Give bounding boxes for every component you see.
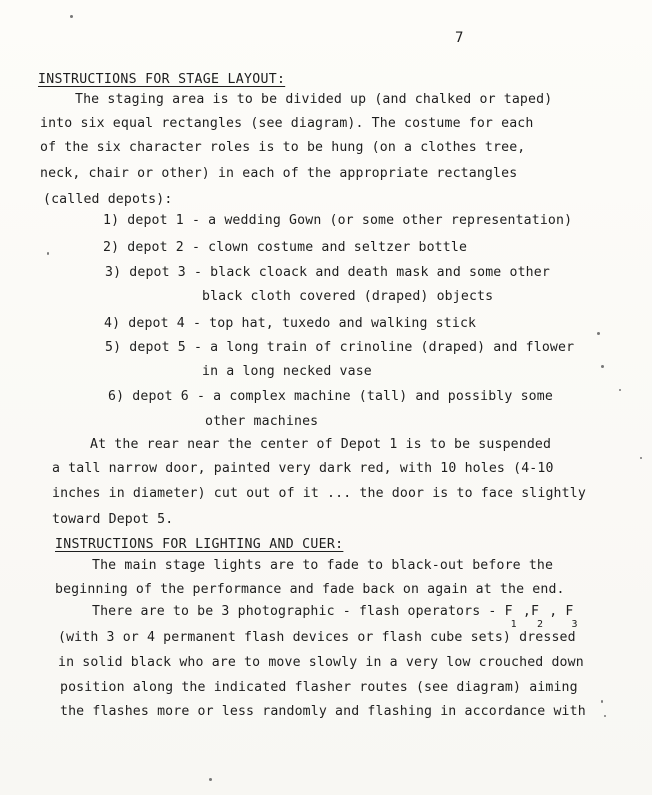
paper-speck — [604, 715, 606, 717]
flash-para-line-5: the flashes more or less randomly and flashing in accordance with — [60, 704, 586, 719]
paper-speck — [70, 15, 73, 18]
paper-speck — [640, 457, 642, 459]
paper-speck — [601, 700, 603, 703]
paper-speck — [597, 332, 600, 335]
stage-para-line-1: The staging area is to be divided up (and chalked or taped) — [75, 92, 553, 107]
flash-operator-1: F — [504, 604, 513, 619]
door-para-line-2: a tall narrow door, painted very dark red, with 10 holes (4-10 — [52, 461, 554, 476]
flash-operator-2-sub: 2 — [537, 619, 544, 630]
lights-para-line-2: beginning of the performance and fade back on again at the end. — [55, 582, 565, 597]
heading-lighting-cuer: INSTRUCTIONS FOR LIGHTING AND CUER: — [55, 537, 344, 552]
depot-item-3-continued: black cloth covered (draped) objects — [202, 289, 494, 304]
door-para-line-4: toward Depot 5. — [52, 512, 174, 527]
depot-item-2: 2) depot 2 - clown costume and seltzer bottle — [103, 240, 468, 255]
stage-para-line-3: of the six character roles is to be hung (on a clothes tree, — [40, 140, 526, 155]
stage-para-line-2: into six equal rectangles (see diagram). The costume for each — [40, 116, 534, 131]
depot-item-6: 6) depot 6 - a complex machine (tall) and possibly some — [108, 389, 553, 404]
paper-speck — [601, 365, 604, 368]
depot-item-4: 4) depot 4 - top hat, tuxedo and walking stick — [104, 316, 477, 331]
depot-item-3: 3) depot 3 - black cloack and death mask and some other — [105, 265, 550, 280]
paper-speck — [209, 778, 212, 781]
flash-operator-3-sub: 3 — [571, 619, 578, 630]
stage-para-line-4: neck, chair or other) in each of the appropriate rectangles — [40, 166, 518, 181]
depot-item-5-continued: in a long necked vase — [202, 364, 372, 379]
door-para-line-1: At the rear near the center of Depot 1 is to be suspended — [90, 437, 552, 452]
flash-operator-1-sub: 1 — [510, 619, 517, 630]
depot-item-1: 1) depot 1 - a wedding Gown (or some other representation) — [103, 213, 573, 228]
paper-speck — [47, 252, 49, 255]
depot-item-5: 5) depot 5 - a long train of crinoline (draped) and flower — [105, 340, 575, 355]
flash-para-line-4: position along the indicated flasher routes (see diagram) aiming — [60, 680, 578, 695]
lights-para-line-1: The main stage lights are to fade to black-out before the — [92, 558, 554, 573]
flash-operator-2: F — [530, 604, 540, 619]
stage-para-line-5: (called depots): — [43, 192, 173, 207]
flash-para-line-1-text: There are to be 3 photographic - flash operators - — [92, 604, 505, 619]
flash-para-line-1 — [92, 604, 584, 630]
flash-para-line-3: in solid black who are to move slowly in a very low crouched down — [58, 655, 584, 670]
door-para-line-3: inches in diameter) cut out of it ... the door is to face slightly — [52, 486, 586, 501]
separator-comma-1: , — [522, 604, 531, 619]
heading-stage-layout: INSTRUCTIONS FOR STAGE LAYOUT: — [38, 72, 286, 87]
paper-speck — [619, 389, 621, 391]
depot-item-6-continued: other machines — [205, 414, 319, 429]
page-number: 7 — [455, 30, 464, 46]
flash-operator-3: F — [565, 604, 574, 619]
separator-comma-2: , — [549, 604, 566, 619]
flash-para-line-2: (with 3 or 4 permanent flash devices or flash cube sets) dressed — [58, 630, 576, 645]
